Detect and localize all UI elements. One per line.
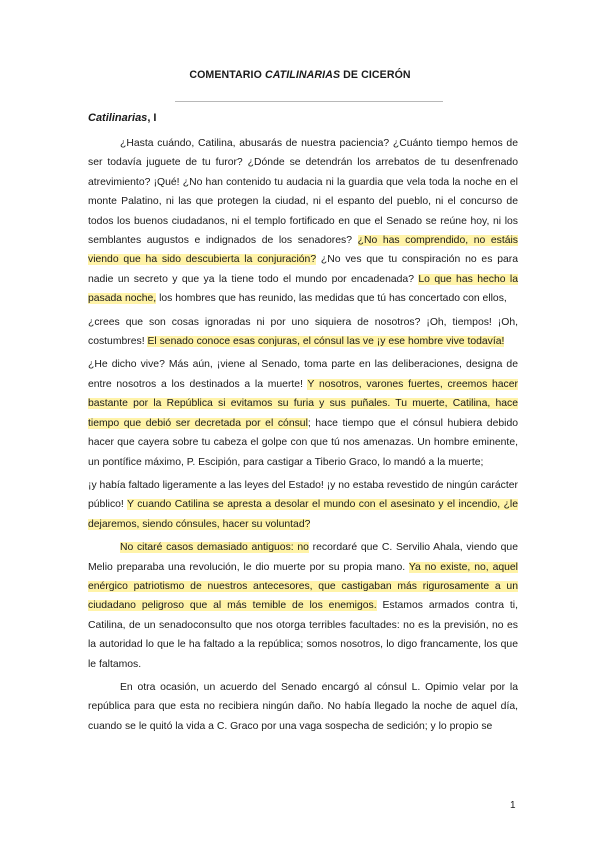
- section-heading: [88, 112, 156, 124]
- text-segment: ¿No ves que tu conspiración no es para nadie un secreto y que ya la tiene todo el mundo por encadenada?: [88, 254, 519, 285]
- text-segment: ¿crees que son cosas ignoradas ni por uno siquiera de nosotros? ¡Oh, tiempos! ¡Oh, costumbres!: [88, 316, 518, 348]
- highlighted-text: No citaré casos demasiado antiguos: no: [120, 542, 309, 554]
- paragraph: [88, 538, 518, 674]
- title-text-start: COMENTARIO: [189, 69, 265, 81]
- highlighted-text: El senado conoce esas conjuras, el cónsul las ve ¡y ese hombre vive todavía!: [147, 336, 505, 348]
- paragraph: [88, 476, 518, 534]
- highlighted-text: Y cuando Catilina se apresta a desolar el mundo con el asesinato y el incendio, ¿le dejaremos, siendo cónsules, hacer su voluntad?: [88, 499, 519, 530]
- section-heading-rest: , I: [147, 112, 157, 124]
- text-segment: En otra ocasión, un acuerdo del Senado encargó al cónsul L. Opimio velar por la república para que esta no recibiera ningún daño. No había llegado la noche de aquel día, cuando se le quitó la vida a C. Graco por una vaga sospecha de sedición; y lo propio se: [88, 681, 518, 732]
- paragraph: [88, 313, 518, 352]
- text-segment: ; hace tiempo que el cónsul hubiera debido hacer que cayera sobre tu cabeza el golpe con que tú nos amenazas. Un hombre eminente, un pontífice máximo, P. Escipión, para castigar a Tiberio Graco, lo mandó a la muerte;: [88, 417, 518, 468]
- title-divider: [175, 101, 443, 102]
- highlighted-text: Ya no existe, no, aquel enérgico patriotismo de nuestros antecesores, que castigaban más rigurosamente a un ciudadano peligroso que al más temible de los enemigos.: [88, 561, 518, 612]
- paragraph: [88, 678, 518, 736]
- highlighted-text: Lo que has hecho la pasada noche,: [88, 273, 518, 305]
- text-segment: ¿Hasta cuándo, Catilina, abusarás de nuestra paciencia? ¿Cuánto tiempo hemos de ser todavía juguete de tu furor? ¿Dónde se detendrán los arrebatos de tu desenfrenado atrevimiento? ¡Qué! ¿No han contenido tu audacia ni la guardia que vela toda la noche en el monte Palatino, ni las que protegen la ciudad, ni el espanto del pueblo, ni el concurso de todos los buenos ciudadanos, ni el templo fortificado en que el Senado se reúne hoy, ni los semblantes augustos e indignados de los senadores?: [88, 138, 518, 247]
- page-title: [0, 69, 600, 81]
- paragraph: [88, 355, 518, 471]
- text-segment: los hombres que has reunido, las medidas que tú has concertado con ellos,: [156, 293, 507, 305]
- text-segment: recordaré que C. Servilio Ahala, viendo que Melio preparaba una revolución, le dio muerte por su propia mano.: [88, 542, 518, 573]
- highlighted-text: Y nosotros, varones fuertes, creemos hacer bastante por la República si evitamos su furia y sus puñales. Tu muerte, Catilina, hace tiempo que debió ser decretada por el cónsul: [88, 378, 518, 429]
- title-text-end: DE CICERÓN: [340, 69, 411, 81]
- text-segment: Estamos armados contra ti, Catilina, de un senadoconsulto que nos otorga terribles facultades: no es la previsión, no es la autoridad lo que le ha faltado a la república; somos nosotros, lo digo francamente, los que le faltamos.: [88, 600, 518, 670]
- highlighted-text: ¿No has comprendido, no estáis viendo que ha sido descubierta la conjuración?: [88, 235, 518, 266]
- text-segment: ¡y había faltado ligeramente a las leyes del Estado! ¡y no estaba revestido de ningún carácter público!: [88, 479, 518, 511]
- text-segment: ¿He dicho vive? Más aún, ¡viene al Senado, toma parte en las deliberaciones, designa de entre nosotros a los destinados a la muerte!: [88, 359, 518, 390]
- paragraph: [88, 134, 518, 309]
- page-number: 1: [510, 800, 516, 811]
- section-heading-italic: Catilinarias: [88, 112, 148, 124]
- body-text: [88, 134, 518, 736]
- title-italic-text: CATILINARIAS: [264, 69, 341, 81]
